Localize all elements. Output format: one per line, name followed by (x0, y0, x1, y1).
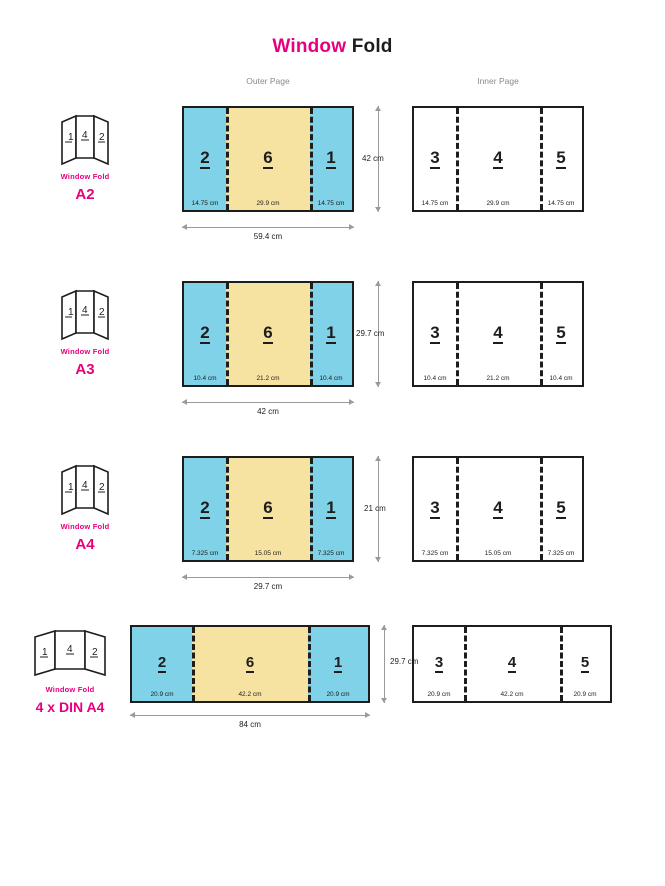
inner-panel-3 (540, 283, 582, 385)
svg-text:4: 4 (82, 480, 88, 491)
panel-dimension: 14.75 cm (317, 200, 345, 207)
panel-dimension: 21.2 cm (256, 375, 280, 382)
panel-number: 6 (263, 498, 273, 517)
icon-block-a4 (20, 456, 150, 553)
outer-panel-3 (310, 283, 352, 385)
panel-dimension: 10.4 cm (423, 375, 447, 382)
width-label: 42 cm (257, 407, 279, 416)
inner-panel-2 (456, 283, 540, 385)
inner-panel-2 (456, 458, 540, 560)
panel-dimension: 14.75 cm (421, 200, 449, 207)
panel-number: 6 (245, 654, 255, 671)
panel-dimension: 14.75 cm (191, 200, 219, 207)
panel-dimension: 21.2 cm (486, 375, 510, 382)
column-header-inner: Inner Page (477, 76, 519, 86)
icon-block-a3 (20, 281, 150, 378)
window-fold-icon (54, 281, 116, 343)
inner-panel-1 (414, 627, 464, 701)
panel-number: 6 (263, 323, 273, 342)
panel-number: 5 (580, 654, 590, 671)
panel-number: 4 (493, 498, 503, 517)
fold-line (560, 627, 563, 701)
panel-number: 3 (430, 498, 440, 517)
outer-sheet-4xdina4 (130, 625, 370, 703)
panel-number: 4 (493, 148, 503, 167)
icon-size-label: A4 (75, 536, 95, 553)
width-arrow (182, 402, 354, 403)
panel-number: 5 (556, 323, 566, 342)
panel-number: 2 (157, 654, 167, 671)
svg-text:1: 1 (68, 132, 74, 143)
panel-dimension: 15.05 cm (254, 550, 282, 557)
inner-sheet-4xdina4 (412, 625, 612, 703)
fold-line (540, 108, 543, 210)
panel-number: 4 (507, 654, 517, 671)
outer-panel-3 (310, 108, 352, 210)
inner-panel-3 (540, 108, 582, 210)
svg-text:2: 2 (99, 482, 105, 493)
icon-size-label: 4 x DIN A4 (35, 699, 105, 715)
outer-panel-2 (192, 627, 308, 701)
outer-panel-3 (310, 458, 352, 560)
icon-size-label: A3 (75, 361, 95, 378)
fold-row-a2 (0, 92, 665, 267)
inner-sheet-a4 (412, 456, 584, 562)
fold-row-a3 (0, 267, 665, 442)
width-arrow (182, 227, 354, 228)
panel-number: 1 (326, 498, 336, 517)
width-label: 59.4 cm (253, 232, 283, 241)
inner-panel-1 (414, 458, 456, 560)
height-label: 29.7 cm (390, 657, 419, 666)
panel-dimension: 10.4 cm (549, 375, 573, 382)
page-title-accent: Window (272, 36, 347, 57)
fold-line (456, 283, 459, 385)
svg-text:4: 4 (67, 644, 73, 655)
width-arrow (130, 715, 370, 716)
height-label: 42 cm (362, 154, 384, 163)
outer-sheet-a4 (182, 456, 354, 562)
height-label: 29.7 cm (356, 329, 385, 338)
fold-line (456, 458, 459, 560)
panel-number: 3 (434, 654, 444, 671)
icon-caption: Window Fold (60, 522, 110, 531)
svg-text:2: 2 (92, 647, 98, 658)
column-headers (0, 76, 665, 92)
icon-caption: Window Fold (45, 685, 95, 694)
page-title-plain: Fold (351, 36, 393, 57)
width-arrow (182, 577, 354, 578)
panel-number: 1 (326, 323, 336, 342)
panel-dimension: 7.325 cm (317, 550, 345, 557)
window-fold-icon (54, 106, 116, 168)
outer-panel-1 (184, 108, 226, 210)
outer-panel-2 (226, 458, 310, 560)
panel-dimension: 7.325 cm (547, 550, 575, 557)
fold-line (192, 627, 195, 701)
fold-line (226, 283, 229, 385)
panel-dimension: 20.9 cm (150, 691, 174, 698)
panel-dimension: 42.2 cm (238, 691, 262, 698)
inner-sheet-a3 (412, 281, 584, 387)
panel-dimension: 10.4 cm (193, 375, 217, 382)
panel-number: 2 (200, 498, 210, 517)
panel-number: 2 (200, 323, 210, 342)
panel-number: 5 (556, 148, 566, 167)
outer-panel-2 (226, 108, 310, 210)
panel-number: 1 (333, 654, 343, 671)
panel-number: 4 (493, 323, 503, 342)
fold-line (226, 108, 229, 210)
panel-dimension: 15.05 cm (484, 550, 512, 557)
fold-line (464, 627, 467, 701)
panel-number: 6 (263, 148, 273, 167)
svg-text:4: 4 (82, 305, 88, 316)
icon-block-a2 (20, 106, 150, 203)
inner-panel-3 (560, 627, 610, 701)
outer-sheet-a3 (182, 281, 354, 387)
panel-dimension: 20.9 cm (326, 691, 350, 698)
svg-text:1: 1 (68, 307, 74, 318)
panel-dimension: 7.325 cm (191, 550, 219, 557)
inner-panel-1 (414, 108, 456, 210)
panel-dimension: 20.9 cm (427, 691, 451, 698)
window-fold-icon (29, 625, 111, 681)
inner-panel-2 (456, 108, 540, 210)
outer-panel-1 (184, 458, 226, 560)
fold-line (310, 108, 313, 210)
inner-panel-1 (414, 283, 456, 385)
width-label: 29.7 cm (253, 582, 283, 591)
page-title (0, 36, 665, 58)
svg-text:1: 1 (68, 482, 74, 493)
fold-line (456, 108, 459, 210)
height-label: 21 cm (364, 504, 386, 513)
outer-panel-1 (184, 283, 226, 385)
width-label: 84 cm (239, 720, 261, 729)
panel-dimension: 7.325 cm (421, 550, 449, 557)
panel-number: 3 (430, 148, 440, 167)
panel-dimension: 29.9 cm (486, 200, 510, 207)
fold-row-a4 (0, 442, 665, 617)
svg-text:2: 2 (99, 307, 105, 318)
panel-dimension: 29.9 cm (256, 200, 280, 207)
svg-text:4: 4 (82, 130, 88, 141)
panel-dimension: 42.2 cm (500, 691, 524, 698)
icon-size-label: A2 (75, 186, 95, 203)
svg-text:1: 1 (42, 647, 48, 658)
panel-dimension: 20.9 cm (573, 691, 597, 698)
inner-panel-3 (540, 458, 582, 560)
panel-number: 5 (556, 498, 566, 517)
inner-panel-2 (464, 627, 560, 701)
panel-number: 2 (200, 148, 210, 167)
panel-number: 1 (326, 148, 336, 167)
inner-sheet-a2 (412, 106, 584, 212)
panel-number: 3 (430, 323, 440, 342)
outer-panel-2 (226, 283, 310, 385)
outer-panel-1 (132, 627, 192, 701)
outer-panel-3 (308, 627, 368, 701)
fold-line (226, 458, 229, 560)
panel-dimension: 14.75 cm (547, 200, 575, 207)
icon-block-4xdina4 (5, 625, 135, 715)
fold-row-4xdina4 (0, 617, 665, 767)
height-arrow (384, 625, 385, 703)
fold-line (310, 283, 313, 385)
fold-line (308, 627, 311, 701)
svg-text:2: 2 (99, 132, 105, 143)
fold-line (310, 458, 313, 560)
icon-caption: Window Fold (60, 172, 110, 181)
outer-sheet-a2 (182, 106, 354, 212)
fold-line (540, 283, 543, 385)
icon-caption: Window Fold (60, 347, 110, 356)
column-header-outer: Outer Page (246, 76, 290, 86)
fold-line (540, 458, 543, 560)
window-fold-icon (54, 456, 116, 518)
panel-dimension: 10.4 cm (319, 375, 343, 382)
